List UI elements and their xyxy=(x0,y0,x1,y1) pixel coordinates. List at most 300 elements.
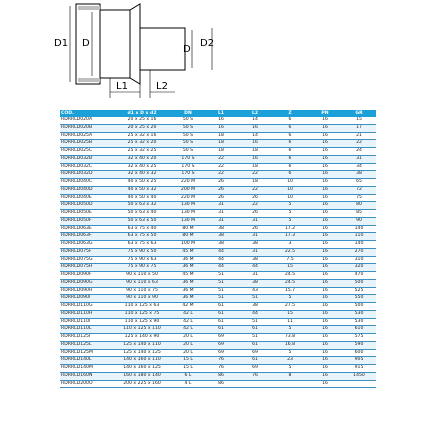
table-cell: 24.5 xyxy=(272,272,308,280)
table-cell: 16 xyxy=(308,357,342,365)
table-cell: RDRRLD090H xyxy=(60,287,112,295)
table-cell: 130 M xyxy=(172,217,204,225)
table-cell: 15 xyxy=(342,117,376,124)
table-row xyxy=(60,140,376,148)
table-cell: 76 xyxy=(204,365,238,373)
table-cell: 16 xyxy=(308,225,342,233)
table-row xyxy=(60,225,376,233)
table-row xyxy=(60,372,376,380)
table-cell: 76 xyxy=(238,372,272,380)
table-cell: 42 L xyxy=(172,318,204,326)
label-d-small: D xyxy=(183,44,191,55)
table-cell: 6 xyxy=(272,132,308,140)
table-cell: 80 M xyxy=(172,233,204,241)
table-cell: 6 xyxy=(272,124,308,132)
table-row xyxy=(60,303,376,311)
table-row xyxy=(60,341,376,349)
table-cell: 270 xyxy=(342,248,376,256)
table-cell: 31 xyxy=(238,217,272,225)
table-cell: 69 xyxy=(204,349,238,357)
table-cell: 32 x 40 x 20 xyxy=(112,155,172,163)
table-cell: 6 xyxy=(272,155,308,163)
table-cell: 18 xyxy=(238,148,272,156)
table-cell: 38 xyxy=(238,256,272,264)
reducer-drawing xyxy=(0,0,430,108)
table-cell: 61 xyxy=(238,326,272,334)
table-cell: 50 S xyxy=(172,132,204,140)
table-cell: 16 xyxy=(308,179,342,187)
table-cell: 20 L xyxy=(172,349,204,357)
table-cell: 23 xyxy=(272,357,308,365)
table-cell: 16 xyxy=(308,124,342,132)
table-row xyxy=(60,217,376,225)
table-cell: 100 M xyxy=(172,241,204,249)
table-row xyxy=(60,179,376,187)
table-cell: 90 x 110 x 75 xyxy=(112,287,172,295)
table-cell: 10 xyxy=(272,186,308,194)
table-cell: 110 x 125 x 63 xyxy=(112,303,172,311)
table-cell: 22 xyxy=(204,171,238,179)
table-cell: 51 xyxy=(204,279,238,287)
table-cell: RDRRLD110H xyxy=(60,310,112,318)
table-cell: 220 M xyxy=(172,194,204,202)
table-cell: 40 x 50 x 32 xyxy=(112,186,172,194)
table-cell: 11 xyxy=(272,318,308,326)
table-cell: 15 L xyxy=(172,357,204,365)
table-row xyxy=(60,318,376,326)
table-cell: 20 x 25 x 16 xyxy=(112,117,172,124)
table-cell: 125 x 140 x 125 xyxy=(112,349,172,357)
table-cell: 31 xyxy=(238,248,272,256)
table-cell: RDRRLD125M xyxy=(60,349,112,357)
table-cell: 17.3 xyxy=(272,233,308,241)
table-cell: 5 xyxy=(272,295,308,303)
table-cell: 6 L xyxy=(172,372,204,380)
table-cell: 140 x 160 x 125 xyxy=(112,365,172,373)
table-cell: 16 xyxy=(308,334,342,342)
table-cell: 50 x 63 x 50 xyxy=(112,217,172,225)
table-cell: RDRRLD140L xyxy=(60,357,112,365)
table-cell: 5 xyxy=(272,349,308,357)
table-cell: 90 xyxy=(342,217,376,225)
table-cell: 16 xyxy=(238,124,272,132)
table-cell: 15 xyxy=(272,310,308,318)
table-cell: 21 xyxy=(342,132,376,140)
table-cell: 6 xyxy=(272,140,308,148)
table-cell: 65 xyxy=(342,179,376,187)
table-cell: 16 xyxy=(308,349,342,357)
table-cell: 16 xyxy=(308,365,342,373)
table-cell: 22.5 xyxy=(272,248,308,256)
table-cell: 50 x 63 x 40 xyxy=(112,210,172,218)
table-cell: 38 xyxy=(204,225,238,233)
table-row xyxy=(60,349,376,357)
table-cell: 22 xyxy=(342,140,376,148)
table-cell: 44 xyxy=(204,256,238,264)
table-cell: 75 xyxy=(342,194,376,202)
table-cell: 36 M xyxy=(172,264,204,272)
table-cell: 15.7 xyxy=(272,287,308,295)
table-cell: 16 xyxy=(308,202,342,210)
table-cell: RDRRLD063E xyxy=(60,225,112,233)
table-cell: 25 x 32 x 16 xyxy=(112,132,172,140)
table-cell: 75 x 90 x 63 xyxy=(112,256,172,264)
table-cell: 16 xyxy=(308,117,342,124)
table-cell: 16 xyxy=(308,132,342,140)
column-header: d1 x D x d2 xyxy=(112,110,172,117)
table-cell: 44 xyxy=(204,264,238,272)
table-cell: 50 S xyxy=(172,117,204,124)
table-cell: RDRRLD090G xyxy=(60,279,112,287)
table-cell: RDRRLD020A xyxy=(60,117,112,124)
table-cell: 31 xyxy=(204,210,238,218)
table-cell: 40 x 50 x 25 xyxy=(112,179,172,187)
table-row xyxy=(60,287,376,295)
table-cell: 86 xyxy=(204,372,238,380)
table-cell: 22 xyxy=(238,171,272,179)
table-cell: 61 xyxy=(204,318,238,326)
table-cell: RDRRLD050E xyxy=(60,210,112,218)
table-cell: 3 xyxy=(272,241,308,249)
table-cell: 32 x 40 x 25 xyxy=(112,163,172,171)
table-cell: 22 xyxy=(238,186,272,194)
table-cell: 73.8 xyxy=(272,334,308,342)
table-cell: 61 xyxy=(204,303,238,311)
table-cell: 6 xyxy=(272,171,308,179)
table-cell: 5 xyxy=(272,365,308,373)
table-row xyxy=(60,117,376,124)
table-cell: 85 xyxy=(342,210,376,218)
table-row xyxy=(60,163,376,171)
table-cell: RDRRLD020B xyxy=(60,124,112,132)
table-cell: RDRRLD075H xyxy=(60,264,112,272)
table-cell: 14 xyxy=(238,117,272,124)
table-cell: 470 xyxy=(342,272,376,280)
table-cell: 18 xyxy=(204,148,238,156)
table-cell: RDRRLD040D xyxy=(60,186,112,194)
table-row xyxy=(60,380,376,388)
table-cell: RDRRLD032B xyxy=(60,155,112,163)
label-d: D xyxy=(82,38,90,49)
table-cell: 16 xyxy=(308,241,342,249)
table-cell: 38 xyxy=(238,279,272,287)
table-cell: 10 xyxy=(272,194,308,202)
table-cell: 110 xyxy=(342,233,376,241)
table-cell: 26 xyxy=(238,225,272,233)
table-cell: 16 xyxy=(308,318,342,326)
table-cell: 530 xyxy=(342,318,376,326)
table-cell: 550 xyxy=(342,295,376,303)
column-header: DN xyxy=(172,110,204,117)
table-row xyxy=(60,148,376,156)
table-cell: 130 M xyxy=(172,210,204,218)
table-cell: 16 xyxy=(204,117,238,124)
table-cell: 61 xyxy=(204,310,238,318)
table-cell: 86 xyxy=(204,380,238,388)
table-cell: 51 xyxy=(204,272,238,280)
table-cell: RDRRLD025A xyxy=(60,132,112,140)
table-cell: 42 L xyxy=(172,310,204,318)
table-cell: 51 xyxy=(204,295,238,303)
table-cell xyxy=(272,380,308,388)
table-row xyxy=(60,241,376,249)
column-header: Z xyxy=(272,110,308,117)
table-cell: RDRRLD075F xyxy=(60,248,112,256)
table-cell: 16 xyxy=(308,279,342,287)
table-cell: 50 S xyxy=(172,140,204,148)
table-cell: 50 S xyxy=(172,148,204,156)
table-cell: 69 xyxy=(204,334,238,342)
table-row xyxy=(60,279,376,287)
table-cell: 75 x 90 x 50 xyxy=(112,248,172,256)
table-cell: 10 xyxy=(272,179,308,187)
table-row xyxy=(60,186,376,194)
table-cell: 16 xyxy=(308,295,342,303)
table-cell: 25 x 32 x 25 xyxy=(112,148,172,156)
table-cell: 220 M xyxy=(172,179,204,187)
table-cell: 20 L xyxy=(172,341,204,349)
table-cell: 90 x 110 x 50 xyxy=(112,272,172,280)
table-row xyxy=(60,171,376,179)
table-row xyxy=(60,326,376,334)
table-cell: 90 x 110 x 90 xyxy=(112,295,172,303)
table-cell: 200 x 225 x 160 xyxy=(112,380,172,388)
table-cell: 110 x 125 x 90 xyxy=(112,318,172,326)
column-header: L2 xyxy=(238,110,272,117)
table-cell: 18 xyxy=(238,163,272,171)
table-cell: 90 x 110 x 63 xyxy=(112,279,172,287)
table-row xyxy=(60,264,376,272)
table-cell: 6 xyxy=(272,117,308,124)
table-cell: 16 xyxy=(308,140,342,148)
table-cell: 22 xyxy=(238,202,272,210)
table-cell: 31 xyxy=(238,272,272,280)
table-row xyxy=(60,194,376,202)
table-cell: 16 xyxy=(308,310,342,318)
table-cell: 45 M xyxy=(172,248,204,256)
table-cell: 5 xyxy=(272,326,308,334)
table-cell: 16 xyxy=(308,264,342,272)
table-cell: 110 x 125 x 75 xyxy=(112,310,172,318)
table-cell: 26 xyxy=(238,194,272,202)
table-cell: 44 xyxy=(238,310,272,318)
table-cell: 80 xyxy=(342,202,376,210)
table-cell: 1450 xyxy=(342,372,376,380)
socket-hatch-bottom xyxy=(78,78,100,82)
table-cell: 61 xyxy=(204,326,238,334)
table-cell: 61 xyxy=(238,341,272,349)
table-cell: 6 xyxy=(272,148,308,156)
table-cell: 140 xyxy=(342,241,376,249)
table-cell: 40 x 50 x 40 xyxy=(112,194,172,202)
column-header: GR xyxy=(342,110,376,117)
table-cell: 69 xyxy=(204,341,238,349)
table-cell: RDRRLD125L xyxy=(60,341,112,349)
table-cell: 8 xyxy=(272,372,308,380)
table-cell: 38 xyxy=(238,303,272,311)
table-cell: RDRRLD050D xyxy=(60,202,112,210)
table-cell: 18 xyxy=(204,140,238,148)
table-cell: 590 xyxy=(342,341,376,349)
table-cell: 15 xyxy=(272,264,308,272)
table-cell: 38 xyxy=(204,241,238,249)
table-cell: 320 xyxy=(342,264,376,272)
table-cell: RDRRLD110L xyxy=(60,326,112,334)
table-cell: 16 xyxy=(308,287,342,295)
table-row xyxy=(60,248,376,256)
table-cell: 4 L xyxy=(172,380,204,388)
table-cell: 200 M xyxy=(172,186,204,194)
table-cell: 50 x 63 x 32 xyxy=(112,202,172,210)
table-cell: 16 xyxy=(308,217,342,225)
table-cell: 75 x 90 x 75 xyxy=(112,264,172,272)
table-cell: RDRRLD032C xyxy=(60,163,112,171)
table-cell: 110 x 125 x 110 xyxy=(112,326,172,334)
table-cell: 18 xyxy=(204,132,238,140)
column-header: COD. xyxy=(60,110,112,117)
table-cell: 16 xyxy=(308,248,342,256)
table-cell: 61 xyxy=(238,357,272,365)
table-cell: 600 xyxy=(342,349,376,357)
table-cell: 905 xyxy=(342,357,376,365)
table-cell: 36 M xyxy=(172,256,204,264)
table-cell: 160 x 180 x 140 xyxy=(112,372,172,380)
table-row xyxy=(60,132,376,140)
table-row xyxy=(60,155,376,163)
table-cell: RDRRLD200O xyxy=(60,380,112,388)
table-cell: 72 xyxy=(342,186,376,194)
table-cell: 16 xyxy=(204,124,238,132)
table-cell: 16 xyxy=(308,256,342,264)
table-cell: 310 xyxy=(342,256,376,264)
table-row xyxy=(60,272,376,280)
label-d2: D2 xyxy=(200,38,215,49)
table-row xyxy=(60,357,376,365)
table-cell: 31 xyxy=(238,233,272,241)
table-cell: 16 xyxy=(308,372,342,380)
table-cell: RDRRLD110I xyxy=(60,318,112,326)
table-cell: 51 xyxy=(238,295,272,303)
table-cell: 44 xyxy=(238,264,272,272)
table-cell: 43 xyxy=(238,287,272,295)
table-cell: 16 xyxy=(308,210,342,218)
table-cell: 69 xyxy=(238,365,272,373)
table-cell: 31 xyxy=(342,155,376,163)
column-header: PN xyxy=(308,110,342,117)
table-cell: 5 xyxy=(272,217,308,225)
table-cell: 16 xyxy=(308,171,342,179)
table-cell: 16 xyxy=(308,163,342,171)
table-row xyxy=(60,365,376,373)
label-l1: L1 xyxy=(116,81,128,92)
table-cell: 80 M xyxy=(172,225,204,233)
table-cell: 51 xyxy=(238,334,272,342)
table-row xyxy=(60,295,376,303)
table-cell: 76 xyxy=(204,357,238,365)
table-row xyxy=(60,233,376,241)
table-cell: RDRRLD040E xyxy=(60,194,112,202)
table-cell: 7.5 xyxy=(272,256,308,264)
table-cell: 36 M xyxy=(172,295,204,303)
table-cell: 575 xyxy=(342,334,376,342)
table-cell: 5 xyxy=(272,210,308,218)
table-cell: RDRRLD063F xyxy=(60,233,112,241)
small-socket-outline xyxy=(140,28,185,70)
socket-hatch-top xyxy=(78,6,100,10)
table-cell: 16 xyxy=(308,380,342,388)
table-cell: RDRRLD040C xyxy=(60,179,112,187)
table-cell: 170 S xyxy=(172,171,204,179)
table-cell: RDRRLD110G xyxy=(60,303,112,311)
table-cell: 915 xyxy=(342,365,376,373)
table-cell: 5 xyxy=(272,202,308,210)
table-cell: RDRRLD160N xyxy=(60,372,112,380)
table-cell: RDRRLD025B xyxy=(60,140,112,148)
table-cell: 51 xyxy=(204,287,238,295)
table-cell: 22 xyxy=(204,155,238,163)
table-cell: RDRRLD125I xyxy=(60,334,112,342)
table-row xyxy=(60,202,376,210)
table-cell: 26 xyxy=(204,194,238,202)
table-cell: 16 xyxy=(308,272,342,280)
table-cell: 50 S xyxy=(172,124,204,132)
table-cell: 36 M xyxy=(172,287,204,295)
table-cell: 16 xyxy=(308,155,342,163)
table-cell: 610 xyxy=(342,326,376,334)
column-header: L1 xyxy=(204,110,238,117)
table-cell: 24 xyxy=(342,148,376,156)
table-row xyxy=(60,210,376,218)
table-cell: 63 x 75 x 63 xyxy=(112,241,172,249)
table-cell: 16 xyxy=(238,155,272,163)
table-cell: 17 xyxy=(342,124,376,132)
label-l2: L2 xyxy=(156,81,168,92)
table-cell: 525 xyxy=(342,287,376,295)
table-cell: 16 xyxy=(238,140,272,148)
table-cell: 170 S xyxy=(172,155,204,163)
table-cell: 17.2 xyxy=(272,225,308,233)
table-cell: 130 M xyxy=(172,202,204,210)
table-cell: RDRRLD032D xyxy=(60,171,112,179)
table-cell: 16.8 xyxy=(272,341,308,349)
table-cell: 24.5 xyxy=(272,279,308,287)
table-cell: 25 x 32 x 20 xyxy=(112,140,172,148)
table-cell: 20 x 25 x 20 xyxy=(112,124,172,132)
table-cell: 20 L xyxy=(172,334,204,342)
table-cell: 69 xyxy=(238,349,272,357)
table-cell: 16 xyxy=(308,194,342,202)
table-cell: 140 xyxy=(342,225,376,233)
table-cell: 140 x 160 x 110 xyxy=(112,357,172,365)
table-cell: 38 xyxy=(342,171,376,179)
table-cell: 500 xyxy=(342,279,376,287)
table-cell: RDRRLD050F xyxy=(60,217,112,225)
table-cell: 16 xyxy=(308,303,342,311)
table-cell: 31 xyxy=(204,217,238,225)
table-cell: 44 xyxy=(204,248,238,256)
table-cell: RDRRLD063G xyxy=(60,241,112,249)
table-cell: RDRRLD090F xyxy=(60,272,112,280)
table-cell xyxy=(342,380,376,388)
table-cell: 63 x 75 x 40 xyxy=(112,225,172,233)
table-cell: 32 x 40 x 32 xyxy=(112,171,172,179)
table-cell: 22 xyxy=(204,163,238,171)
table-cell: 6 xyxy=(272,163,308,171)
table-cell: 16 xyxy=(308,148,342,156)
table-cell: 51 xyxy=(238,318,272,326)
reducer-spec-table xyxy=(60,110,376,388)
table-cell: 31 xyxy=(204,202,238,210)
